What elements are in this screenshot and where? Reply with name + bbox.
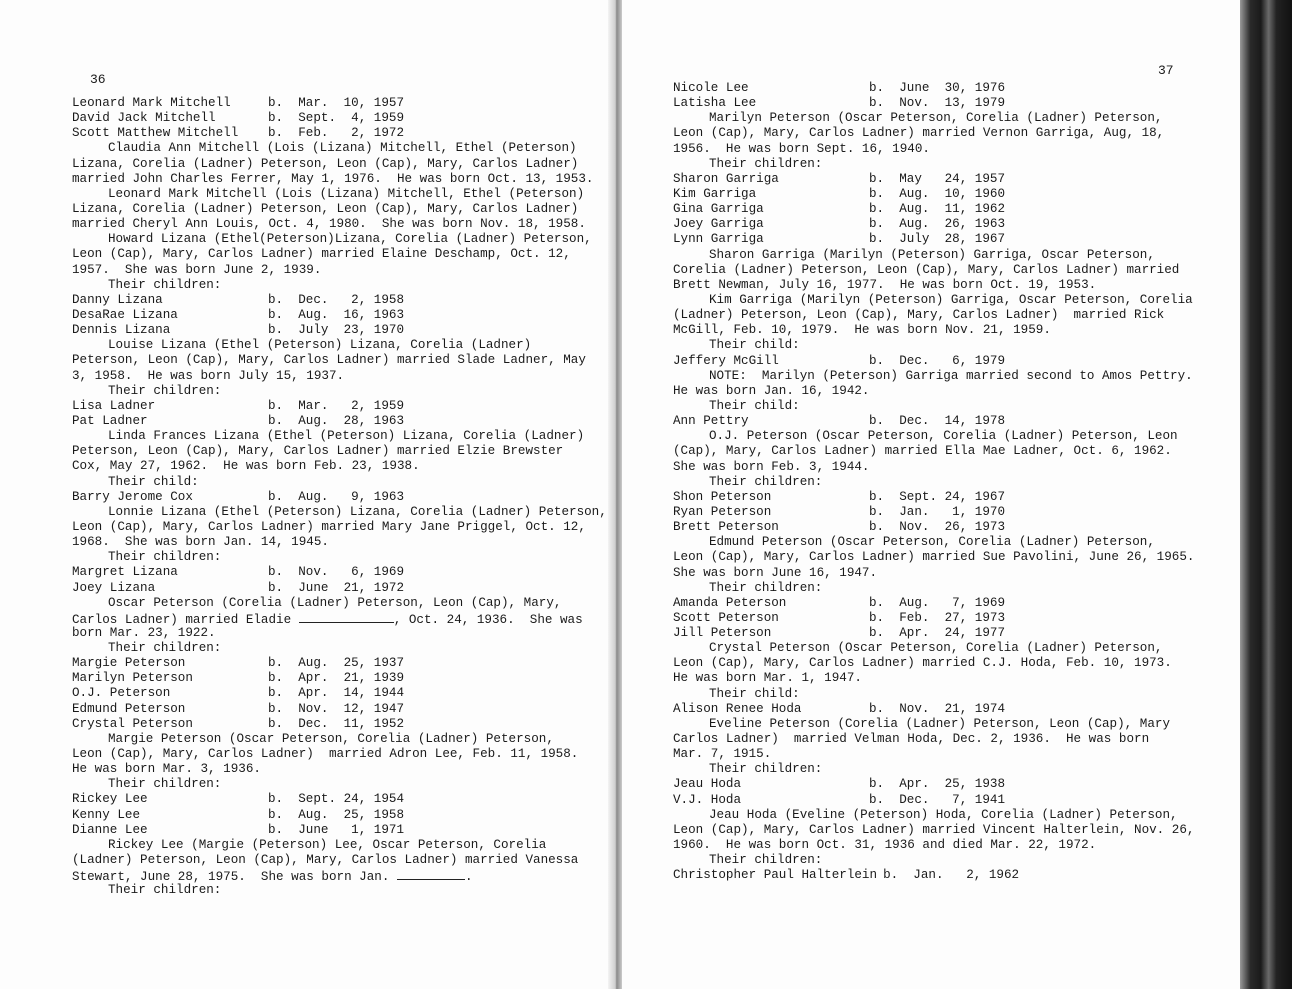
text-segment: Stewart, June 28, 1975. She was born Jan. <box>72 870 397 885</box>
birth-date: b. Jan. 2, 1962 <box>883 868 1020 883</box>
person-name: O.J. Peterson <box>72 686 171 701</box>
birth-date: b. Aug. 16, 1963 <box>268 307 405 322</box>
birth-date: b. Aug. 25, 1937 <box>268 656 405 671</box>
paragraph-start: Rickey Lee (Margie (Peterson) Lee, Oscar Peterson, Corelia <box>108 837 547 852</box>
birth-entry <box>72 808 607 823</box>
paragraph-start: Eveline Peterson (Corelia (Ladner) Peterson, Leon (Cap), Mary <box>709 716 1171 731</box>
page-number: 36 <box>90 72 106 87</box>
birth-date: b. Dec. 14, 1978 <box>869 414 1006 429</box>
text-line: Leon (Cap), Mary, Carlos Ladner) married Sue Pavolini, June 26, 1965. <box>673 550 1195 565</box>
children-heading: Their children: <box>108 883 222 898</box>
birth-entry <box>72 565 607 580</box>
birth-date: b. Nov. 13, 1979 <box>869 96 1006 111</box>
text-line: 1956. He was born Sept. 16, 1940. <box>673 141 930 156</box>
children-heading: Their children: <box>108 641 222 656</box>
person-name: V.J. Hoda <box>673 792 742 807</box>
children-heading: Their child: <box>108 474 199 489</box>
left-page <box>0 0 612 989</box>
birth-entry <box>72 111 607 126</box>
person-name: Pat Ladner <box>72 413 148 428</box>
paragraph-start: Linda Frances Lizana (Ethel (Peterson) Lizana, Corelia (Ladner) <box>108 429 585 444</box>
birth-entry <box>72 581 607 596</box>
birth-entry <box>72 792 607 807</box>
birth-date: b. Dec. 6, 1979 <box>869 353 1006 368</box>
birth-date: b. Apr. 25, 1938 <box>869 777 1006 792</box>
birth-entry <box>72 293 607 308</box>
birth-entry <box>72 308 607 323</box>
text-line: Leon (Cap), Mary, Carlos Ladner) married Vernon Garriga, Aug, 18, <box>673 126 1165 141</box>
text-line: He was born Mar. 3, 1936. <box>72 762 261 777</box>
children-heading: Their children: <box>709 580 823 595</box>
birth-entry <box>673 172 1194 187</box>
text-line: Lizana, Corelia (Ladner) Peterson, Leon (Cap), Mary, Carlos Ladner) <box>72 156 579 171</box>
text-line: married John Charles Ferrer, May 1, 1976. He was born Oct. 13, 1953. <box>72 171 594 186</box>
birth-date: b. Apr. 21, 1939 <box>268 671 405 686</box>
person-name: Edmund Peterson <box>72 701 186 716</box>
text-line: Leon (Cap), Mary, Carlos Ladner) married Adron Lee, Feb. 11, 1958. <box>72 747 579 762</box>
birth-date: b. July 23, 1970 <box>268 323 405 338</box>
text-line: McGill, Feb. 10, 1979. He was born Nov. 21, 1959. <box>673 323 1051 338</box>
birth-entry <box>673 793 1194 808</box>
children-heading: Their child: <box>709 398 800 413</box>
birth-date: b. Nov. 26, 1973 <box>869 520 1006 535</box>
birth-date: b. Dec. 2, 1958 <box>268 292 405 307</box>
birth-entry <box>673 96 1194 111</box>
text-line: Leon (Cap), Mary, Carlos Ladner) married C.J. Hoda, Feb. 10, 1973. <box>673 656 1172 671</box>
person-name: Crystal Peterson <box>72 716 193 731</box>
children-heading: Their children: <box>108 550 222 565</box>
text-segment: Carlos Ladner) married Eladie <box>72 612 299 627</box>
fill-in-blank <box>397 868 465 880</box>
birth-entry <box>673 490 1194 505</box>
children-heading: Their children: <box>108 277 222 292</box>
text-line: (Ladner) Peterson, Leon (Cap), Mary, Carlos Ladner) married Rick <box>673 308 1165 323</box>
birth-date: b. Apr. 24, 1977 <box>869 626 1006 641</box>
text-line: He was born Mar. 1, 1947. <box>673 671 862 686</box>
birth-entry <box>673 520 1194 535</box>
birth-date: b. May 24, 1957 <box>869 171 1006 186</box>
person-name: David Jack Mitchell <box>72 111 216 126</box>
children-heading: Their children: <box>108 777 222 792</box>
birth-entry <box>72 323 607 338</box>
person-name: Alison Renee Hoda <box>673 701 802 716</box>
fill-in-blank <box>299 611 394 623</box>
person-name: Jill Peterson <box>673 626 772 641</box>
children-heading: Their children: <box>709 762 823 777</box>
text-line-with-blank <box>72 611 607 626</box>
person-name: Sharon Garriga <box>673 171 779 186</box>
birth-date: b. Nov. 21, 1974 <box>869 701 1006 716</box>
birth-date: b. Aug. 11, 1962 <box>869 202 1006 217</box>
text-line: married Cheryl Ann Louis, Oct. 4, 1980. She was born Nov. 18, 1958. <box>72 217 586 232</box>
birth-date: b. Feb. 27, 1973 <box>869 610 1006 625</box>
birth-entry <box>673 505 1194 520</box>
person-name: Shon Peterson <box>673 489 772 504</box>
person-name: Scott Matthew Mitchell <box>72 126 239 141</box>
genealogy-text-right <box>673 81 1194 883</box>
person-name: Joey Garriga <box>673 217 764 232</box>
birth-date: b. Jan. 1, 1970 <box>869 504 1006 519</box>
person-name: Latisha Lee <box>673 96 757 111</box>
birth-date: b. July 28, 1967 <box>869 232 1006 247</box>
birth-date: b. June 21, 1972 <box>268 580 405 595</box>
person-name: Marilyn Peterson <box>72 671 193 686</box>
page-number: 37 <box>1158 63 1174 78</box>
birth-date: b. Dec. 11, 1952 <box>268 716 405 731</box>
person-name: Gina Garriga <box>673 202 764 217</box>
scan-edge-shadow <box>1240 0 1292 989</box>
text-line: Leon (Cap), Mary, Carlos Ladner) married Elaine Deschamp, Oct. 12, <box>72 247 571 262</box>
birth-entry <box>673 626 1194 641</box>
paragraph-start: Jeau Hoda (Eveline (Peterson) Hoda, Corelia (Ladner) Peterson, <box>709 807 1178 822</box>
birth-entry <box>673 414 1194 429</box>
birth-date: b. Aug. 10, 1960 <box>869 186 1006 201</box>
birth-date: b. Sept. 4, 1959 <box>268 111 405 126</box>
person-name: Danny Lizana <box>72 292 163 307</box>
birth-date: b. Aug. 28, 1963 <box>268 413 405 428</box>
paragraph-start: O.J. Peterson (Oscar Peterson, Corelia (Ladner) Peterson, Leon <box>709 429 1178 444</box>
person-name: Margie Peterson <box>72 656 186 671</box>
paragraph-start: Kim Garriga (Marilyn (Peterson) Garriga, Oscar Peterson, Corelia <box>709 292 1193 307</box>
text-line: She was born Feb. 3, 1944. <box>673 459 870 474</box>
paragraph-start: Claudia Ann Mitchell (Lois (Lizana) Mitchell, Ethel (Peterson) <box>108 141 577 156</box>
birth-entry <box>72 399 607 414</box>
birth-entry <box>673 187 1194 202</box>
paragraph-start: Sharon Garriga (Marilyn (Peterson) Garriga, Oscar Peterson, <box>709 247 1155 262</box>
text-line: Mar. 7, 1915. <box>673 747 772 762</box>
birth-entry <box>673 611 1194 626</box>
children-heading: Their children: <box>108 383 222 398</box>
birth-entry <box>673 354 1194 369</box>
birth-date: b. Nov. 6, 1969 <box>268 565 405 580</box>
text-line: 1960. He was born Oct. 31, 1936 and died Mar. 22, 1972. <box>673 838 1097 853</box>
person-name: Barry Jerome Cox <box>72 489 193 504</box>
birth-entry <box>673 81 1194 96</box>
birth-date: b. Aug. 26, 1963 <box>869 217 1006 232</box>
birth-entry <box>673 702 1194 717</box>
birth-date: b. Sept. 24, 1954 <box>268 792 405 807</box>
person-name: DesaRae Lizana <box>72 307 178 322</box>
text-line: born Mar. 23, 1922. <box>72 625 216 640</box>
birth-date: b. Aug. 9, 1963 <box>268 489 405 504</box>
birth-entry <box>673 217 1194 232</box>
paragraph-start: Oscar Peterson (Corelia (Ladner) Peterson, Leon (Cap), Mary, <box>108 595 562 610</box>
text-line-with-blank <box>72 868 607 883</box>
person-name: Rickey Lee <box>72 792 148 807</box>
birth-date: b. June 1, 1971 <box>268 822 405 837</box>
person-name: Kim Garriga <box>673 186 757 201</box>
paragraph-start: Margie Peterson (Oscar Peterson, Corelia (Ladner) Peterson, <box>108 731 554 746</box>
paragraph-start: Louise Lizana (Ethel (Peterson) Lizana, Corelia (Ladner) <box>108 338 532 353</box>
birth-entry <box>673 232 1194 247</box>
birth-entry <box>673 777 1194 792</box>
birth-date: b. Nov. 12, 1947 <box>268 701 405 716</box>
text-line: Cox, May 27, 1962. He was born Feb. 23, 1938. <box>72 459 420 474</box>
text-line: Leon (Cap), Mary, Carlos Ladner) married Mary Jane Priggel, Oct. 12, <box>72 519 586 534</box>
person-name: Jeffery McGill <box>673 353 779 368</box>
text-line: Lizana, Corelia (Ladner) Peterson, Leon (Cap), Mary, Carlos Ladner) <box>72 201 579 216</box>
birth-entry <box>72 686 607 701</box>
children-heading: Their children: <box>709 853 823 868</box>
text-line: Brett Newman, July 16, 1977. He was born Oct. 19, 1953. <box>673 277 1097 292</box>
birth-entry <box>673 202 1194 217</box>
birth-date: b. Aug. 7, 1969 <box>869 595 1006 610</box>
birth-entry <box>72 702 607 717</box>
text-line: He was born Jan. 16, 1942. <box>673 383 870 398</box>
birth-entry <box>72 656 607 671</box>
text-line: Corelia (Ladner) Peterson, Leon (Cap), Mary, Carlos Ladner) married <box>673 262 1180 277</box>
birth-entry <box>72 823 607 838</box>
paragraph-start: Howard Lizana (Ethel(Peterson)Lizana, Corelia (Ladner) Peterson, <box>108 232 592 247</box>
children-heading: Their children: <box>709 474 823 489</box>
paragraph-start: Crystal Peterson (Oscar Peterson, Corelia (Ladner) Peterson, <box>709 641 1163 656</box>
person-name: Leonard Mark Mitchell <box>72 96 231 110</box>
person-name: Scott Peterson <box>673 610 779 625</box>
person-name: Joey Lizana <box>72 580 156 595</box>
person-name: Amanda Peterson <box>673 595 787 610</box>
text-line: Leon (Cap), Mary, Carlos Ladner) married Vincent Halterlein, Nov. 26, <box>673 822 1195 837</box>
text-segment: , Oct. 24, 1936. She was <box>393 612 583 627</box>
birth-entry <box>72 490 607 505</box>
birth-entry <box>72 671 607 686</box>
birth-date: b. June 30, 1976 <box>869 81 1006 95</box>
birth-date: b. Sept. 24, 1967 <box>869 489 1006 504</box>
children-heading: Their child: <box>709 338 800 353</box>
text-line: Peterson, Leon (Cap), Mary, Carlos Ladner) married Elzie Brewster <box>72 444 564 459</box>
children-heading: Their child: <box>709 686 800 701</box>
text-segment: . <box>464 870 473 885</box>
person-name: Ryan Peterson <box>673 504 772 519</box>
genealogy-text-left <box>72 96 607 898</box>
text-line: She was born June 16, 1947. <box>673 565 878 580</box>
person-name: Margret Lizana <box>72 565 178 580</box>
text-line: (Ladner) Peterson, Leon (Cap), Mary, Carlos Ladner) married Vanessa <box>72 853 579 868</box>
birth-date: b. Feb. 2, 1972 <box>268 126 405 141</box>
birth-date: b. Dec. 7, 1941 <box>869 792 1006 807</box>
person-name: Lisa Ladner <box>72 398 156 413</box>
person-name: Jeau Hoda <box>673 777 742 792</box>
birth-date: b. Aug. 25, 1958 <box>268 807 405 822</box>
birth-entry <box>72 96 607 111</box>
person-name: Ann Pettry <box>673 414 749 429</box>
text-line: 3, 1958. He was born July 15, 1937. <box>72 368 345 383</box>
text-line: 1957. She was born June 2, 1939. <box>72 262 322 277</box>
person-name: Dianne Lee <box>72 822 148 837</box>
birth-entry <box>72 126 607 141</box>
paragraph-start: Lonnie Lizana (Ethel (Peterson) Lizana, Corelia (Ladner) Peterson, <box>108 504 607 519</box>
text-line: (Cap), Mary, Carlos Ladner) married Ella Mae Ladner, Oct. 6, 1962. <box>673 444 1172 459</box>
paragraph-start: Edmund Peterson (Oscar Peterson, Corelia (Ladner) Peterson, <box>709 535 1155 550</box>
birth-entry <box>72 414 607 429</box>
birth-date: b. Mar. 10, 1957 <box>268 96 405 110</box>
paragraph-start: Marilyn Peterson (Oscar Peterson, Corelia (Ladner) Peterson, <box>709 111 1163 126</box>
person-name: Christopher Paul Halterlein <box>673 868 878 883</box>
children-heading: Their children: <box>709 156 823 171</box>
paragraph-start: Leonard Mark Mitchell (Lois (Lizana) Mitchell, Ethel (Peterson) <box>108 186 585 201</box>
text-line: Carlos Ladner) married Velman Hoda, Dec. 2, 1936. He was born <box>673 732 1150 747</box>
person-name: Lynn Garriga <box>673 232 764 247</box>
paragraph-start: NOTE: Marilyn (Peterson) Garriga married second to Amos Pettry. <box>709 368 1193 383</box>
birth-date: b. Mar. 2, 1959 <box>268 398 405 413</box>
birth-entry <box>673 596 1194 611</box>
birth-date: b. Apr. 14, 1944 <box>268 686 405 701</box>
person-name: Brett Peterson <box>673 520 779 535</box>
birth-entry <box>673 868 1194 883</box>
person-name: Nicole Lee <box>673 81 749 95</box>
birth-entry <box>72 717 607 732</box>
person-name: Dennis Lizana <box>72 323 171 338</box>
text-line: Peterson, Leon (Cap), Mary, Carlos Ladner) married Slade Ladner, May <box>72 353 586 368</box>
text-line: 1968. She was born Jan. 14, 1945. <box>72 535 329 550</box>
person-name: Kenny Lee <box>72 807 141 822</box>
